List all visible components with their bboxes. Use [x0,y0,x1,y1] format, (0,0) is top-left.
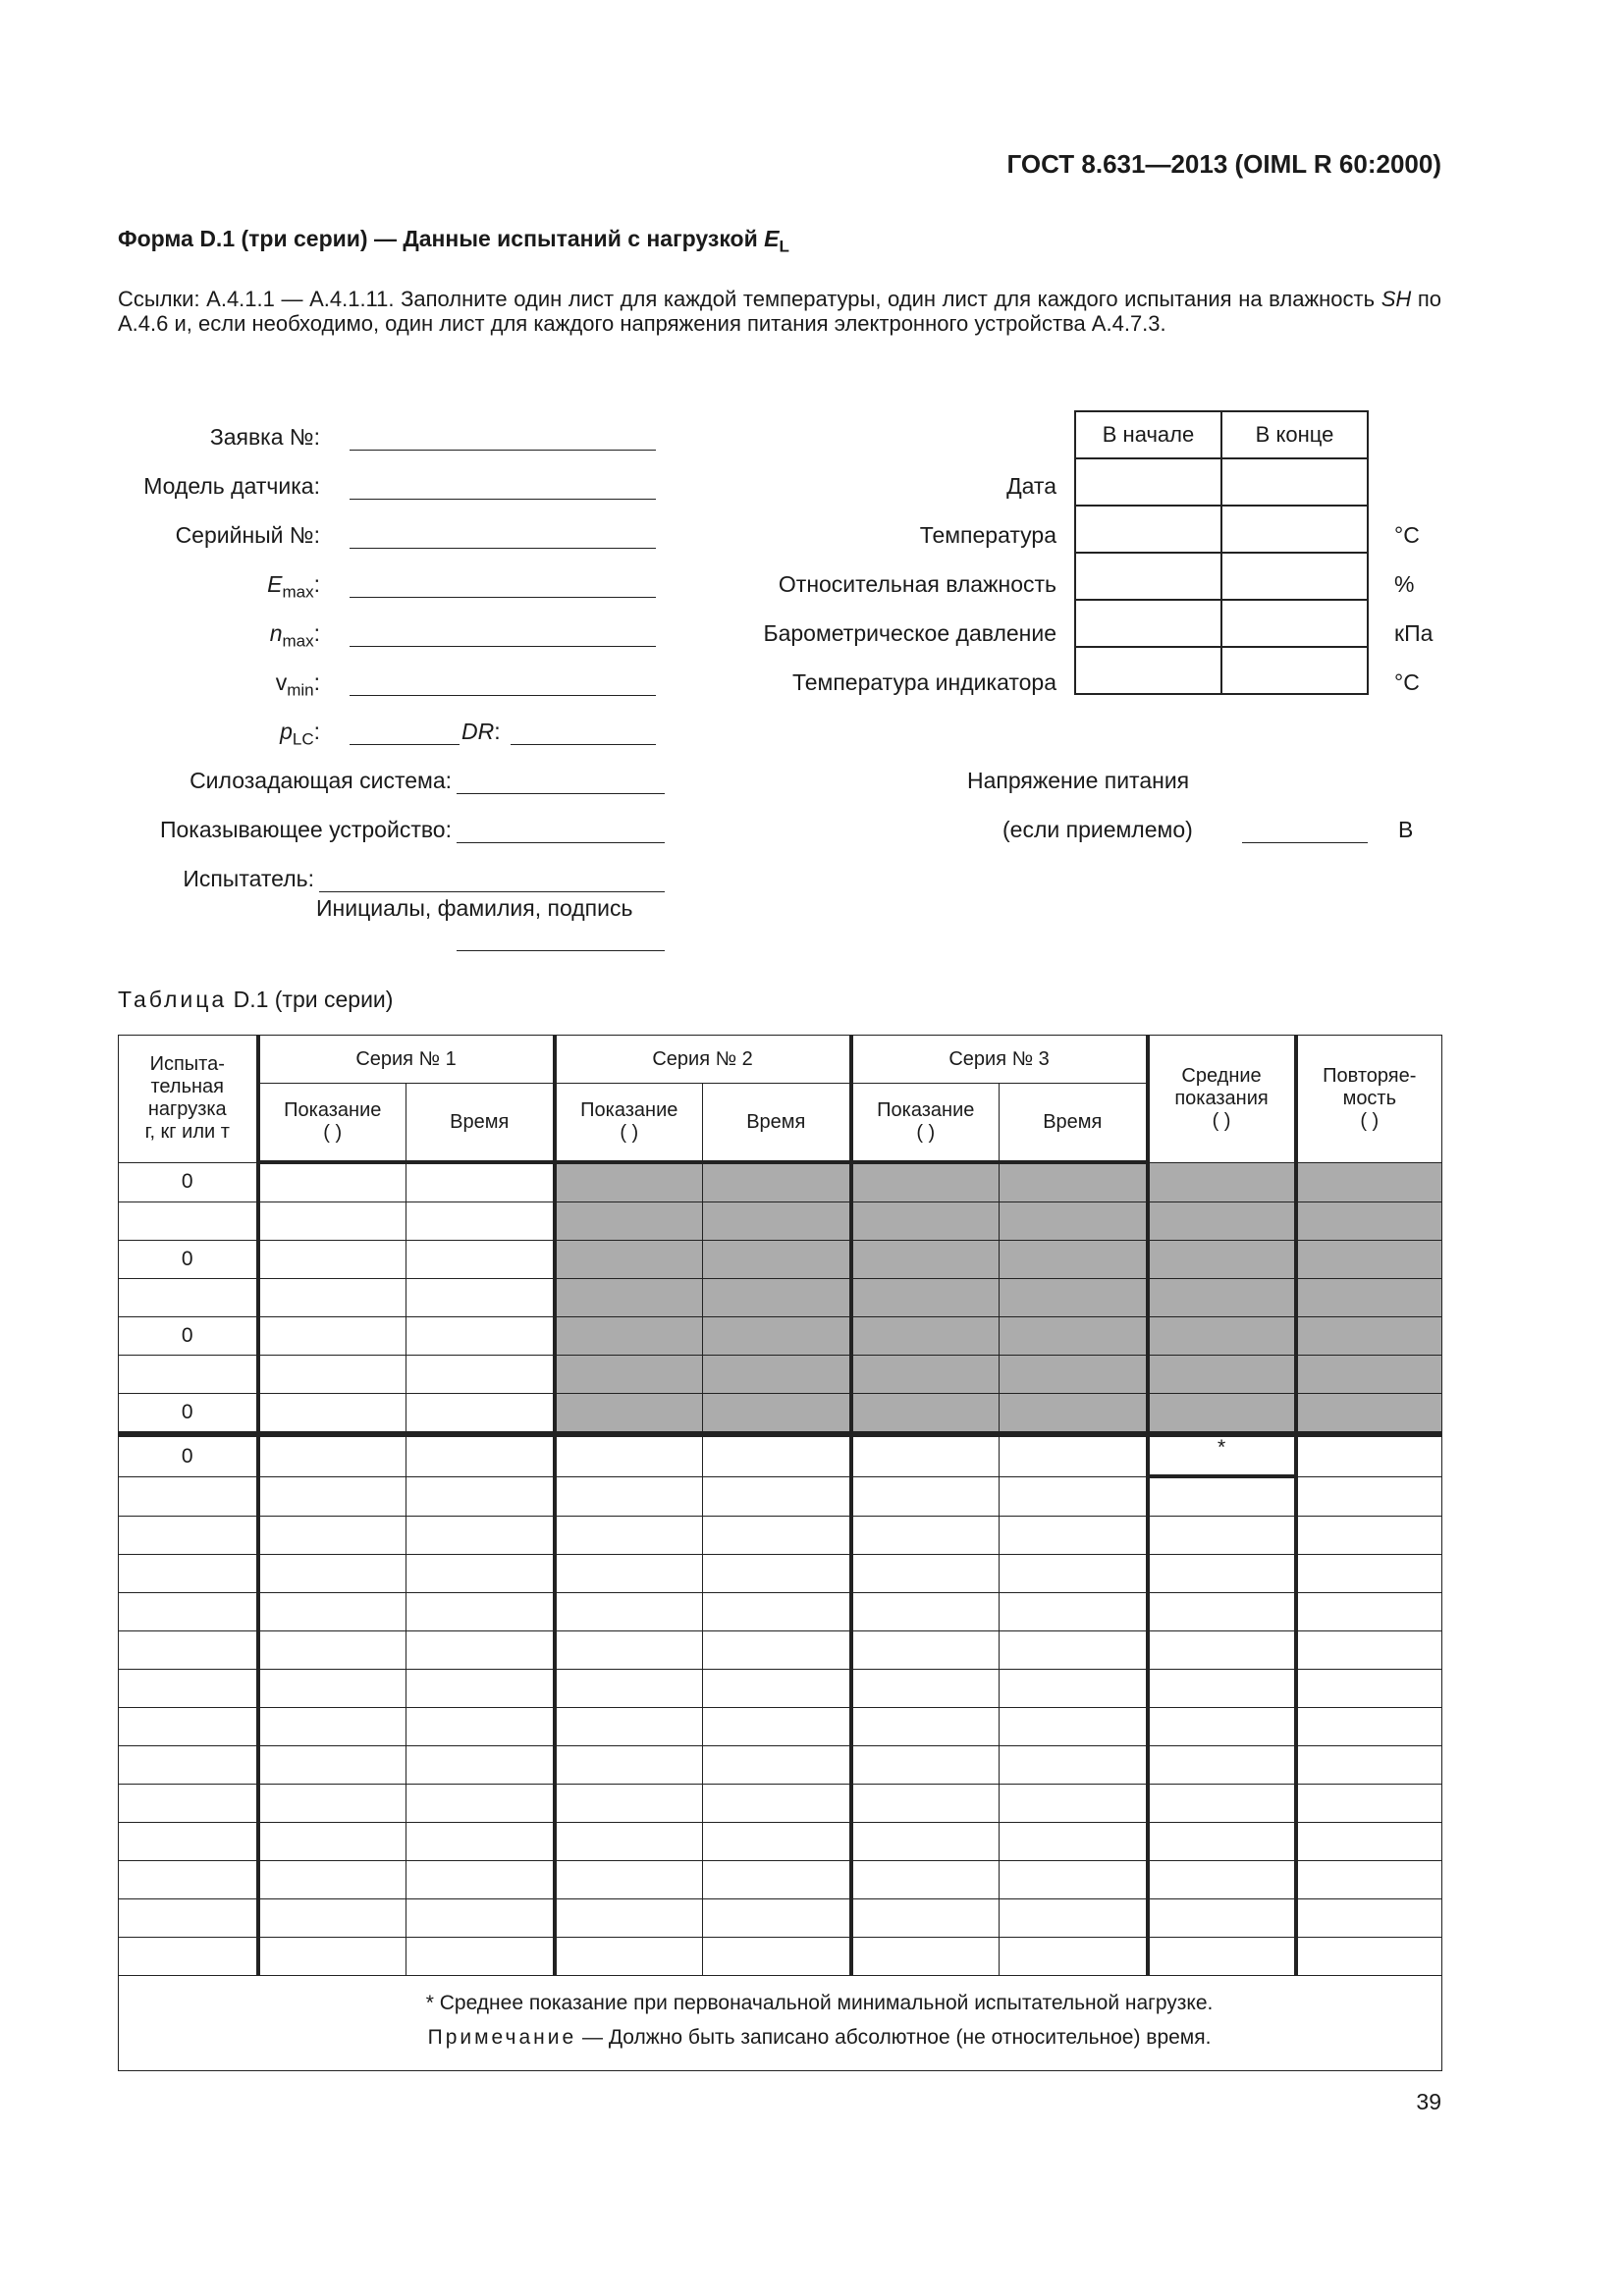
data-cell[interactable] [1148,1861,1296,1899]
data-cell[interactable] [703,1631,851,1670]
data-cell[interactable] [1296,1670,1442,1708]
data-cell[interactable] [1148,1708,1296,1746]
data-cell[interactable] [555,1631,703,1670]
data-cell[interactable] [555,1785,703,1823]
load-cell: 0 [119,1241,258,1279]
shaded-cell [1000,1356,1148,1394]
shaded-cell [555,1394,703,1435]
load-cell[interactable] [119,1476,258,1517]
data-cell[interactable] [1148,1593,1296,1631]
data-cell[interactable] [555,1434,703,1476]
data-cell[interactable] [851,1476,1000,1517]
data-cell[interactable] [406,1356,555,1394]
series-3-time-header: Время [1000,1084,1148,1163]
unit-indicator-temp: °C [1394,669,1420,695]
shaded-cell [851,1202,1000,1241]
data-cell[interactable] [1148,1631,1296,1670]
data-cell[interactable] [406,1593,555,1631]
data-cell[interactable] [406,1938,555,1976]
data-cell[interactable] [703,1823,851,1861]
repeatability-header: Повторяе- мость ( ) [1296,1036,1442,1163]
data-cell[interactable] [1148,1938,1296,1976]
table-row [119,1476,1442,1517]
table-row [119,1279,1442,1317]
tester-input-line[interactable] [319,891,665,892]
table-row [119,1593,1442,1631]
data-cell[interactable] [703,1938,851,1976]
cond-label-date: Дата [1006,473,1056,499]
data-cell[interactable] [1296,1555,1442,1593]
data-cell[interactable] [406,1670,555,1708]
shaded-cell [555,1279,703,1317]
cond-label-humidity: Относительная влажность [778,571,1056,597]
shaded-cell [703,1356,851,1394]
application-label: Заявка №: [209,424,320,450]
data-cell[interactable] [1000,1861,1148,1899]
data-table [118,1035,1442,2071]
load-cell[interactable] [119,1708,258,1746]
data-cell[interactable] [851,1746,1000,1785]
shaded-cell [1296,1394,1442,1435]
data-cell[interactable] [258,1202,406,1241]
table-row [119,1746,1442,1785]
data-cell[interactable] [258,1746,406,1785]
table-row [119,1708,1442,1746]
cond-label-pressure: Барометрическое давление [763,620,1056,646]
data-cell[interactable] [703,1517,851,1555]
data-cell[interactable] [1148,1670,1296,1708]
data-cell[interactable] [258,1476,406,1517]
col-start-header: В начале [1075,411,1221,458]
shaded-cell [703,1317,851,1356]
data-cell[interactable] [851,1861,1000,1899]
table-row [119,1785,1442,1823]
data-cell[interactable] [1296,1823,1442,1861]
date-start-cell[interactable] [1075,458,1221,506]
table-row [119,1517,1442,1555]
data-cell[interactable] [406,1555,555,1593]
data-cell[interactable] [1296,1899,1442,1938]
data-cell[interactable] [258,1823,406,1861]
data-cell[interactable] [703,1555,851,1593]
data-cell[interactable] [406,1162,555,1202]
data-cell[interactable] [703,1434,851,1476]
data-cell[interactable] [406,1394,555,1435]
data-cell[interactable] [1000,1899,1148,1938]
series-1-time-header: Время [406,1084,555,1163]
temperature-end-cell[interactable] [1221,506,1368,553]
shaded-cell [851,1394,1000,1435]
emax-label: $E_{max}$: [267,571,320,602]
shaded-cell [555,1317,703,1356]
data-cell[interactable] [258,1670,406,1708]
shaded-cell [555,1356,703,1394]
load-cell[interactable] [119,1899,258,1938]
data-cell[interactable] [555,1708,703,1746]
data-cell[interactable] [406,1517,555,1555]
load-cell[interactable] [119,1823,258,1861]
indicator-temp-start-cell[interactable] [1075,647,1221,694]
data-cell[interactable] [258,1708,406,1746]
data-cell[interactable] [1000,1708,1148,1746]
data-cell[interactable] [1296,1593,1442,1631]
data-cell[interactable] [555,1593,703,1631]
data-cell[interactable] [703,1476,851,1517]
load-cell[interactable] [119,1202,258,1241]
data-cell[interactable] [406,1746,555,1785]
load-cell: 0 [119,1434,258,1476]
load-cell: 0 [119,1317,258,1356]
load-cell[interactable] [119,1785,258,1823]
data-cell[interactable] [406,1861,555,1899]
table-caption: Таблица D.1 (три серии) [118,987,394,1012]
data-cell[interactable] [555,1517,703,1555]
shaded-cell [1296,1202,1442,1241]
shaded-cell [703,1202,851,1241]
data-cell[interactable] [851,1670,1000,1708]
data-cell[interactable] [703,1593,851,1631]
data-cell[interactable] [258,1241,406,1279]
data-cell[interactable] [258,1593,406,1631]
shaded-cell [851,1317,1000,1356]
data-cell[interactable] [1000,1746,1148,1785]
data-cell[interactable] [555,1899,703,1938]
table-row [119,1162,1442,1202]
data-cell[interactable] [851,1434,1000,1476]
data-cell[interactable] [555,1861,703,1899]
shaded-cell [1000,1394,1148,1435]
load-cell[interactable] [119,1517,258,1555]
load-cell[interactable] [119,1938,258,1976]
data-cell[interactable] [406,1279,555,1317]
supply-voltage-unit: В [1398,817,1414,842]
nmax-label: $n_{max}$: [269,620,320,651]
shaded-cell [1148,1162,1296,1202]
shaded-cell [1000,1241,1148,1279]
data-cell[interactable] [851,1593,1000,1631]
dr-input-line[interactable] [511,744,656,745]
temperature-start-cell[interactable] [1075,506,1221,553]
data-cell[interactable] [1000,1785,1148,1823]
shaded-cell [1148,1356,1296,1394]
plc-input-line[interactable] [350,744,460,745]
data-cell[interactable] [1000,1434,1148,1476]
data-cell[interactable] [555,1555,703,1593]
shaded-cell [703,1162,851,1202]
unit-pressure: кПа [1394,620,1434,646]
data-cell[interactable] [406,1631,555,1670]
references-paragraph: Ссылки: А.4.1.1 — А.4.1.11. Заполните один лист для каждой температуры, один лист для каждого испытания на влажность SH по А.4.6 и, если необходимо, один лист для каждого напряжения питания электронного устройства А.4.7.3. [118,287,1441,336]
force-system-label: Силозадающая система: [189,768,452,793]
unit-humidity: % [1394,571,1415,597]
dr-label: DR: [461,719,501,744]
data-cell[interactable] [1296,1861,1442,1899]
indicator-label: Показывающее устройство: [159,817,452,842]
cond-label-temperature: Температура [919,522,1056,548]
serial-label: Серийный №: [175,522,320,548]
series-2-time-header: Время [703,1084,851,1163]
data-cell[interactable] [1296,1434,1442,1476]
data-cell[interactable] [406,1317,555,1356]
data-cell[interactable] [703,1899,851,1938]
data-cell[interactable] [1000,1476,1148,1517]
cond-label-indicator-temp: Температура индикатора [791,669,1056,695]
supply-voltage-input-line[interactable] [1242,842,1368,843]
series-2-reading-header: Показание ( ) [555,1084,703,1163]
pressure-end-cell[interactable] [1221,600,1368,647]
indicator-temp-end-cell[interactable] [1221,647,1368,694]
data-cell[interactable] [555,1476,703,1517]
table-row [119,1356,1442,1394]
shaded-cell [1148,1202,1296,1241]
col-end-header: В конце [1221,411,1368,458]
data-cell[interactable] [258,1899,406,1938]
data-cell[interactable] [258,1279,406,1317]
table-row [119,1899,1442,1938]
vmin-input-line[interactable] [350,695,656,696]
data-cell[interactable] [1000,1593,1148,1631]
data-cell[interactable] [1296,1785,1442,1823]
data-cell[interactable] [703,1785,851,1823]
data-cell[interactable] [703,1670,851,1708]
data-cell[interactable] [851,1823,1000,1861]
mean-initial-cell: * [1148,1434,1296,1476]
table-row [119,1938,1442,1976]
data-cell[interactable] [258,1785,406,1823]
shaded-cell [555,1162,703,1202]
data-cell[interactable] [555,1746,703,1785]
data-cell[interactable] [555,1670,703,1708]
data-cell[interactable] [1000,1938,1148,1976]
unit-temperature: °C [1394,522,1420,548]
shaded-cell [555,1202,703,1241]
data-cell[interactable] [1148,1746,1296,1785]
shaded-cell [1296,1279,1442,1317]
shaded-cell [851,1279,1000,1317]
shaded-cell [1148,1241,1296,1279]
load-cell[interactable] [119,1631,258,1670]
data-cell[interactable] [258,1356,406,1394]
load-cell[interactable] [119,1861,258,1899]
plc-label: $p_{LC}$: [280,719,320,749]
table-row [119,1317,1442,1356]
shaded-cell [1148,1394,1296,1435]
data-cell[interactable] [703,1708,851,1746]
data-cell[interactable] [851,1555,1000,1593]
table-row [119,1823,1442,1861]
tester-hint: Инициалы, фамилия, подпись [316,895,633,921]
shaded-cell [851,1241,1000,1279]
humidity-start-cell[interactable] [1075,553,1221,600]
date-end-cell[interactable] [1221,458,1368,506]
data-cell[interactable] [406,1708,555,1746]
load-cell[interactable] [119,1670,258,1708]
load-cell[interactable] [119,1593,258,1631]
load-cell[interactable] [119,1356,258,1394]
table-row [119,1555,1442,1593]
data-cell[interactable] [1000,1823,1148,1861]
model-input-line[interactable] [350,499,656,500]
data-cell[interactable] [703,1746,851,1785]
data-cell[interactable] [851,1938,1000,1976]
data-cell[interactable] [406,1823,555,1861]
shaded-cell [1148,1317,1296,1356]
data-cell[interactable] [1296,1746,1442,1785]
data-cell[interactable] [258,1317,406,1356]
data-cell[interactable] [1148,1785,1296,1823]
shaded-cell [1000,1162,1148,1202]
table-row [119,1434,1442,1476]
tester-label: Испытатель: [183,866,314,891]
model-label: Модель датчика: [143,473,320,499]
shaded-cell [703,1241,851,1279]
humidity-end-cell[interactable] [1221,553,1368,600]
data-cell[interactable] [258,1555,406,1593]
data-cell[interactable] [1296,1476,1442,1517]
shaded-cell [555,1241,703,1279]
load-cell: 0 [119,1394,258,1435]
data-cell[interactable] [1148,1899,1296,1938]
data-cell[interactable] [1148,1517,1296,1555]
standard-header: ГОСТ 8.631—2013 (OIML R 60:2000) [1006,149,1441,179]
data-cell[interactable] [406,1202,555,1241]
data-cell[interactable] [1296,1938,1442,1976]
data-cell[interactable] [258,1434,406,1476]
series-2-header: Серия № 2 [555,1036,851,1084]
data-cell[interactable] [258,1394,406,1435]
application-input-line[interactable] [350,450,656,451]
pressure-start-cell[interactable] [1075,600,1221,647]
table-row [119,1861,1442,1899]
shaded-cell [1296,1162,1442,1202]
force-system-input-line[interactable] [457,793,665,794]
shaded-cell [1148,1279,1296,1317]
table-row [119,1631,1442,1670]
data-cell[interactable] [258,1861,406,1899]
supply-voltage-hint: (если приемлемо) [1002,817,1193,842]
tester-signature-line[interactable] [457,950,665,951]
shaded-cell [1000,1317,1148,1356]
shaded-cell [1000,1202,1148,1241]
mean-readings-header: Средние показания ( ) [1148,1036,1296,1163]
data-cell[interactable] [1000,1517,1148,1555]
data-cell[interactable] [406,1476,555,1517]
table-row [119,1394,1442,1435]
emax-input-line[interactable] [350,597,656,598]
serial-input-line[interactable] [350,548,656,549]
data-cell[interactable] [406,1899,555,1938]
load-cell[interactable] [119,1555,258,1593]
supply-voltage-label: Напряжение питания [967,768,1190,793]
table-row [119,1670,1442,1708]
shaded-cell [1296,1241,1442,1279]
data-cell[interactable] [258,1162,406,1202]
data-cell[interactable] [406,1434,555,1476]
data-cell[interactable] [1148,1476,1296,1517]
data-cell[interactable] [1296,1517,1442,1555]
data-cell[interactable] [258,1938,406,1976]
data-cell[interactable] [258,1517,406,1555]
data-cell[interactable] [1296,1708,1442,1746]
shaded-cell [851,1162,1000,1202]
series-3-header: Серия № 3 [851,1036,1148,1084]
data-cell[interactable] [1000,1631,1148,1670]
shaded-cell [703,1279,851,1317]
load-cell[interactable] [119,1746,258,1785]
table-footnote: * Среднее показание при первоначальной минимальной испытательной нагрузке. Примечание — Должно быть записано абсолютное (не относительное) время. [119,1976,1442,2071]
data-cell[interactable] [851,1631,1000,1670]
shaded-cell [1296,1317,1442,1356]
shaded-cell [851,1356,1000,1394]
shaded-cell [1000,1279,1148,1317]
data-cell[interactable] [406,1241,555,1279]
data-cell[interactable] [555,1938,703,1976]
conditions-table [1074,410,1369,695]
data-cell[interactable] [1148,1555,1296,1593]
data-cell[interactable] [851,1517,1000,1555]
page-number: 39 [1416,2089,1441,2114]
table-row [119,1241,1442,1279]
shaded-cell [1296,1356,1442,1394]
series-1-header: Серия № 1 [258,1036,555,1084]
vmin-label: $v_{min}$: [275,669,320,700]
data-cell[interactable] [406,1785,555,1823]
data-cell[interactable] [1148,1823,1296,1861]
form-title: Форма D.1 (три серии) — Данные испытаний с нагрузкой $E_L$ [118,226,789,256]
table-row [119,1202,1442,1241]
col-test-load-header: Испыта- тельная нагрузка г, кг или т [119,1036,258,1163]
shaded-cell [703,1394,851,1435]
load-cell[interactable] [119,1279,258,1317]
data-cell[interactable] [555,1823,703,1861]
load-cell: 0 [119,1162,258,1202]
data-cell[interactable] [851,1899,1000,1938]
series-3-reading-header: Показание ( ) [851,1084,1000,1163]
data-cell[interactable] [851,1785,1000,1823]
data-cell[interactable] [1000,1670,1148,1708]
indicator-input-line[interactable] [457,842,665,843]
data-cell[interactable] [703,1861,851,1899]
data-cell[interactable] [258,1631,406,1670]
data-cell[interactable] [1000,1555,1148,1593]
series-1-reading-header: Показание ( ) [258,1084,406,1163]
data-cell[interactable] [851,1708,1000,1746]
data-cell[interactable] [1296,1631,1442,1670]
nmax-input-line[interactable] [350,646,656,647]
